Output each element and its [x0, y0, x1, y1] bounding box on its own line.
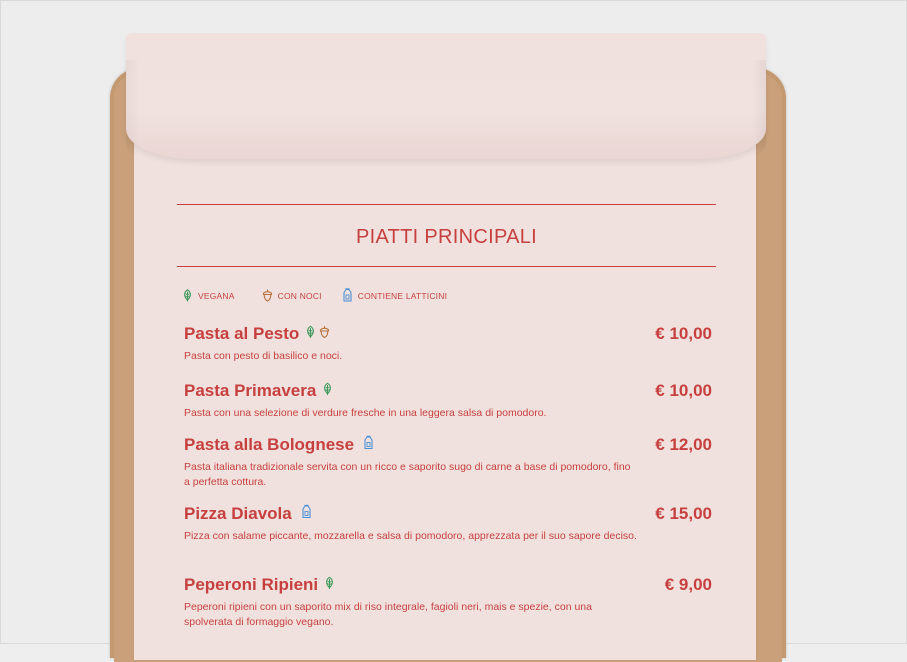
item-name: Pasta Primavera: [184, 381, 317, 400]
legend-item-dairy: [342, 288, 447, 304]
paper-roll: [126, 33, 766, 159]
item-price: € 10,00: [655, 381, 712, 400]
milk-carton-icon: [342, 288, 358, 304]
title-divider-top: [177, 204, 716, 205]
item-description: Pasta con pesto di basilico e noci.: [184, 350, 343, 362]
item-price: € 9,00: [664, 575, 712, 594]
menu-item-pasta-primavera: [184, 379, 712, 421]
legend-item-nuts: [262, 289, 322, 304]
legend-label: CON NOCI: [277, 291, 322, 301]
item-description: Pasta italiana tradizionale servita con un ricco e saporito sugo di carne a base di pomodoro, fino a perfetta cottura.: [184, 461, 631, 488]
paper-roll-shadow-left: [126, 60, 140, 156]
item-price: € 15,00: [655, 504, 712, 523]
acorn-icon: [319, 325, 330, 344]
legend-label: CONTIENE LATTICINI: [357, 291, 448, 301]
item-price: € 10,00: [655, 324, 712, 343]
item-name: Pizza Diavola: [184, 504, 292, 523]
paper-roll-shadow-right: [752, 60, 766, 156]
menu-item-pasta-al-pesto: [184, 322, 712, 364]
milk-carton-icon: [301, 504, 312, 524]
item-name: Peperoni Ripieni: [184, 575, 319, 594]
leaf-icon: [322, 382, 333, 401]
leaf-icon: [182, 289, 198, 304]
item-price: € 12,00: [655, 435, 712, 454]
leaf-icon: [305, 325, 316, 344]
menu-item-pizza-diavola: [184, 502, 712, 544]
legend-label: VEGANA: [198, 291, 235, 301]
menu-item-pasta-alla-bolognese: [184, 433, 712, 490]
acorn-icon: [262, 289, 278, 304]
title-divider-bottom: [177, 266, 716, 267]
item-name: Pasta al Pesto: [184, 324, 300, 343]
item-name: Pasta alla Bolognese: [184, 435, 355, 454]
item-description: Peperoni ripieni con un saporito mix di riso integrale, fagioli neri, mais e spezie, con una spolverata di formaggio vegano.: [184, 601, 592, 628]
legend-item-vegan: [182, 289, 235, 304]
menu-title: PIATTI PRINCIPALI: [355, 226, 538, 248]
legend: [182, 287, 461, 305]
leaf-icon: [324, 576, 335, 595]
item-description: Pasta con una selezione di verdure fresche in una leggera salsa di pomodoro.: [184, 407, 547, 419]
milk-carton-icon: [363, 435, 374, 455]
item-description: Pizza con salame piccante, mozzarella e salsa di pomodoro, apprezzata per il suo sapore deciso.: [184, 530, 637, 542]
menu-item-peperoni-ripieni: [184, 573, 712, 630]
